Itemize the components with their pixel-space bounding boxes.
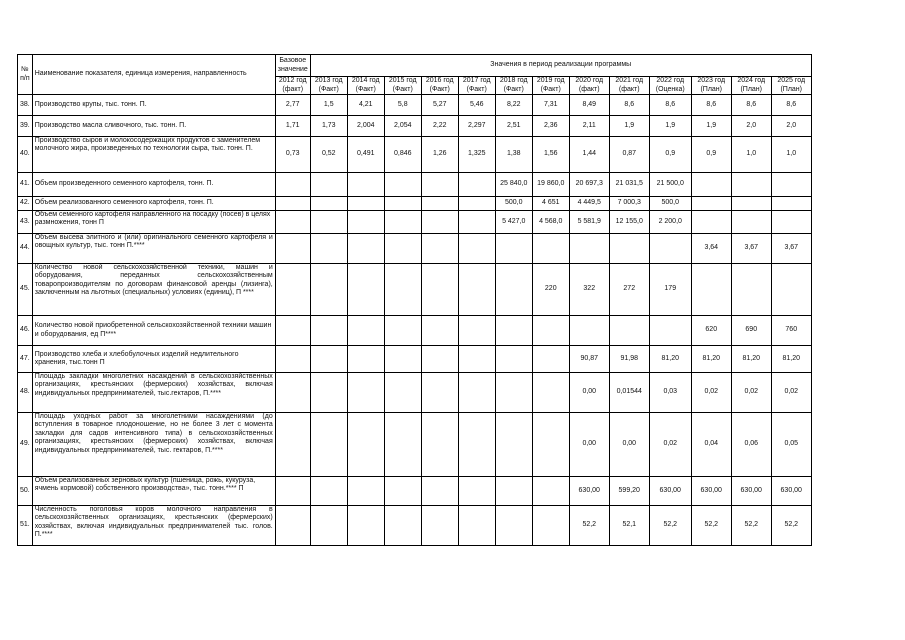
year-value-cell	[569, 234, 609, 264]
year-value-cell: 2,0	[771, 116, 811, 137]
year-value-cell	[384, 346, 421, 373]
year-value-cell	[347, 346, 384, 373]
year-value-cell: 630,00	[649, 477, 691, 506]
year-value-cell: 5 427,0	[495, 211, 532, 234]
year-value-cell: 620	[691, 316, 731, 346]
header-year: 2024 год (План)	[731, 77, 771, 95]
base-value-cell	[275, 264, 310, 316]
header-year: 2021 год (факт)	[609, 77, 649, 95]
base-value-cell	[275, 173, 310, 197]
year-value-cell: 7 000,3	[609, 197, 649, 211]
base-value-cell: 2,77	[275, 95, 310, 116]
year-value-cell	[771, 264, 811, 316]
header-year: 2019 год (Факт)	[532, 77, 569, 95]
year-value-cell	[458, 197, 495, 211]
year-value-cell: 599,20	[609, 477, 649, 506]
year-value-cell: 220	[532, 264, 569, 316]
year-value-cell: 1,38	[495, 137, 532, 173]
year-value-cell: 2,51	[495, 116, 532, 137]
year-value-cell: 20 697,3	[569, 173, 609, 197]
year-value-cell	[421, 346, 458, 373]
indicator-name: Производство масла сливочного, тыс. тонн. П.	[32, 116, 275, 137]
row-number: 47.	[18, 346, 33, 373]
year-value-cell: 272	[609, 264, 649, 316]
year-value-cell	[421, 413, 458, 477]
year-value-cell: 5,27	[421, 95, 458, 116]
year-value-cell	[495, 264, 532, 316]
year-value-cell: 0,04	[691, 413, 731, 477]
row-number: 46.	[18, 316, 33, 346]
year-value-cell	[495, 413, 532, 477]
row-number: 44.	[18, 234, 33, 264]
year-value-cell: 7,31	[532, 95, 569, 116]
year-value-cell	[310, 264, 347, 316]
year-value-cell: 0,02	[731, 373, 771, 413]
indicator-name: Производство крупы, тыс. тонн. П.	[32, 95, 275, 116]
year-value-cell	[495, 316, 532, 346]
header-base: Базовое значение	[275, 55, 310, 77]
year-value-cell	[384, 211, 421, 234]
year-value-cell: 2,054	[384, 116, 421, 137]
year-value-cell: 0,00	[569, 373, 609, 413]
year-value-cell	[532, 373, 569, 413]
year-value-cell	[421, 506, 458, 546]
year-value-cell: 52,1	[609, 506, 649, 546]
year-value-cell	[347, 173, 384, 197]
year-value-cell	[495, 477, 532, 506]
year-value-cell	[347, 506, 384, 546]
year-value-cell: 2,004	[347, 116, 384, 137]
year-value-cell	[609, 316, 649, 346]
year-value-cell	[532, 506, 569, 546]
year-value-cell: 12 155,0	[609, 211, 649, 234]
year-value-cell: 8,6	[771, 95, 811, 116]
year-value-cell: 0,846	[384, 137, 421, 173]
year-value-cell: 0,52	[310, 137, 347, 173]
year-value-cell	[347, 234, 384, 264]
indicator-name: Численность поголовья коров молочного направления в сельскохозяйственных организациях, крестьянских (фермерских) хозяйствах, включая индивидуальных предпринимателей тыс. голов. П.****	[32, 506, 275, 546]
base-value-cell	[275, 234, 310, 264]
year-value-cell: 8,49	[569, 95, 609, 116]
year-value-cell	[347, 211, 384, 234]
header-year: 2013 год (Факт)	[310, 77, 347, 95]
header-period: Значения в период реализации программы	[310, 55, 811, 77]
year-value-cell: 4,21	[347, 95, 384, 116]
table-row	[18, 95, 812, 116]
table-row	[18, 316, 812, 346]
table-row	[18, 477, 812, 506]
year-value-cell	[384, 197, 421, 211]
year-value-cell: 81,20	[691, 346, 731, 373]
year-value-cell	[458, 264, 495, 316]
year-value-cell	[458, 477, 495, 506]
table-row	[18, 373, 812, 413]
header-row-top	[18, 55, 812, 77]
base-value-cell	[275, 197, 310, 211]
year-value-cell: 81,20	[731, 346, 771, 373]
year-value-cell: 322	[569, 264, 609, 316]
year-value-cell	[310, 234, 347, 264]
year-value-cell: 1,44	[569, 137, 609, 173]
row-number: 38.	[18, 95, 33, 116]
indicator-name: Площадь закладки многолетних насаждений в сельскохозяйственных организациях, крестьянских (фермерских) хозяйствах, включая индивидуальных предпринимателей, тыс.гектаров, П.****	[32, 373, 275, 413]
year-value-cell	[495, 506, 532, 546]
year-value-cell: 2,22	[421, 116, 458, 137]
year-value-cell: 5,46	[458, 95, 495, 116]
year-value-cell: 3,67	[771, 234, 811, 264]
year-value-cell	[384, 173, 421, 197]
year-value-cell	[458, 373, 495, 413]
year-value-cell	[495, 373, 532, 413]
year-value-cell: 90,87	[569, 346, 609, 373]
year-value-cell	[347, 373, 384, 413]
year-value-cell: 4 568,0	[532, 211, 569, 234]
year-value-cell	[532, 413, 569, 477]
year-value-cell	[458, 234, 495, 264]
year-value-cell	[458, 506, 495, 546]
year-value-cell	[347, 413, 384, 477]
year-value-cell	[532, 316, 569, 346]
year-value-cell	[771, 173, 811, 197]
year-value-cell	[609, 234, 649, 264]
header-year: 2012 год (факт)	[275, 77, 310, 95]
year-value-cell: 52,2	[569, 506, 609, 546]
year-value-cell: 5 581,9	[569, 211, 609, 234]
year-value-cell	[731, 264, 771, 316]
indicator-name: Объем высева элитного и (или) оригинального семенного картофеля и овощных культур, тыс. тонн П.****	[32, 234, 275, 264]
indicator-name: Производство хлеба и хлебобулочных изделий недлительного хранения, тыс.тонн П	[32, 346, 275, 373]
year-value-cell: 21 500,0	[649, 173, 691, 197]
header-year: 2017 год (Факт)	[458, 77, 495, 95]
year-value-cell	[691, 173, 731, 197]
year-value-cell	[421, 316, 458, 346]
row-number: 51.	[18, 506, 33, 546]
indicators-table	[17, 54, 812, 546]
year-value-cell: 760	[771, 316, 811, 346]
base-value-cell: 1,71	[275, 116, 310, 137]
year-value-cell	[421, 477, 458, 506]
year-value-cell	[384, 413, 421, 477]
year-value-cell: 0,02	[649, 413, 691, 477]
table-row	[18, 116, 812, 137]
base-value-cell	[275, 413, 310, 477]
year-value-cell: 179	[649, 264, 691, 316]
row-number: 45.	[18, 264, 33, 316]
year-value-cell: 19 860,0	[532, 173, 569, 197]
year-value-cell: 0,491	[347, 137, 384, 173]
year-value-cell: 8,6	[609, 95, 649, 116]
year-value-cell: 81,20	[649, 346, 691, 373]
year-value-cell	[421, 197, 458, 211]
year-value-cell: 1,9	[649, 116, 691, 137]
year-value-cell: 2,297	[458, 116, 495, 137]
base-value-cell: 0,73	[275, 137, 310, 173]
year-value-cell	[458, 316, 495, 346]
year-value-cell: 21 031,5	[609, 173, 649, 197]
table-body	[18, 95, 812, 546]
year-value-cell	[771, 197, 811, 211]
year-value-cell	[731, 211, 771, 234]
year-value-cell	[310, 173, 347, 197]
year-value-cell: 3,64	[691, 234, 731, 264]
row-number: 48.	[18, 373, 33, 413]
year-value-cell: 0,06	[731, 413, 771, 477]
year-value-cell: 1,0	[771, 137, 811, 173]
year-value-cell	[495, 346, 532, 373]
year-value-cell	[310, 506, 347, 546]
year-value-cell	[347, 316, 384, 346]
header-name: Наименование показателя, единица измерения, направленность	[32, 55, 275, 95]
year-value-cell: 2,36	[532, 116, 569, 137]
year-value-cell	[495, 234, 532, 264]
table-row	[18, 234, 812, 264]
year-value-cell: 630,00	[569, 477, 609, 506]
year-value-cell: 0,9	[649, 137, 691, 173]
year-value-cell	[569, 316, 609, 346]
table-row	[18, 413, 812, 477]
row-number: 40.	[18, 137, 33, 173]
row-number: 49.	[18, 413, 33, 477]
year-value-cell: 690	[731, 316, 771, 346]
year-value-cell	[310, 316, 347, 346]
base-value-cell	[275, 316, 310, 346]
year-value-cell	[731, 197, 771, 211]
year-value-cell	[731, 173, 771, 197]
header-year: 2018 год (Факт)	[495, 77, 532, 95]
indicator-name: Производство сыров и молокосодержащих продуктов с заменителем молочного жира, произведенных по технологии сыра, тыс. тонн. П.	[32, 137, 275, 173]
year-value-cell: 52,2	[649, 506, 691, 546]
header-year: 2023 год (План)	[691, 77, 731, 95]
indicator-name: Объем семенного картофеля направленного на посадку (посев) в целях размножения, тонн П	[32, 211, 275, 234]
year-value-cell: 1,9	[609, 116, 649, 137]
year-value-cell	[384, 234, 421, 264]
year-value-cell: 81,20	[771, 346, 811, 373]
year-value-cell: 500,0	[649, 197, 691, 211]
year-value-cell	[384, 264, 421, 316]
year-value-cell: 91,98	[609, 346, 649, 373]
year-value-cell: 52,2	[731, 506, 771, 546]
year-value-cell: 3,67	[731, 234, 771, 264]
year-value-cell	[649, 234, 691, 264]
year-value-cell	[458, 173, 495, 197]
year-value-cell	[421, 264, 458, 316]
year-value-cell	[347, 264, 384, 316]
year-value-cell	[421, 173, 458, 197]
year-value-cell	[691, 197, 731, 211]
year-value-cell	[310, 346, 347, 373]
base-value-cell	[275, 477, 310, 506]
year-value-cell: 2,0	[731, 116, 771, 137]
year-value-cell: 1,325	[458, 137, 495, 173]
year-value-cell	[458, 346, 495, 373]
year-value-cell: 4 449,5	[569, 197, 609, 211]
row-number: 41.	[18, 173, 33, 197]
year-value-cell: 1,5	[310, 95, 347, 116]
year-value-cell	[532, 477, 569, 506]
year-value-cell	[421, 211, 458, 234]
table-row	[18, 506, 812, 546]
year-value-cell: 1,9	[691, 116, 731, 137]
year-value-cell	[347, 197, 384, 211]
year-value-cell	[421, 373, 458, 413]
year-value-cell	[310, 373, 347, 413]
indicator-name: Объем произведенного семенного картофеля, тонн. П.	[32, 173, 275, 197]
base-value-cell	[275, 211, 310, 234]
year-value-cell: 1,0	[731, 137, 771, 173]
header-year: 2015 год (Факт)	[384, 77, 421, 95]
year-value-cell: 0,02	[691, 373, 731, 413]
table-row	[18, 137, 812, 173]
year-value-cell	[458, 413, 495, 477]
year-value-cell: 0,03	[649, 373, 691, 413]
year-value-cell: 1,56	[532, 137, 569, 173]
year-value-cell: 630,00	[691, 477, 731, 506]
base-value-cell	[275, 373, 310, 413]
header-year: 2020 год (факт)	[569, 77, 609, 95]
year-value-cell: 500,0	[495, 197, 532, 211]
header-year: 2022 год (Оценка)	[649, 77, 691, 95]
row-number: 50.	[18, 477, 33, 506]
indicator-name: Количество новой сельскохозяйственной техники, машин и оборудования, переданных сельскохозяйственным товаропроизводителям по договорам финансовой аренды (лизинга), заключенным на льготных (специальных) условиях (единиц), П ****	[32, 264, 275, 316]
year-value-cell	[310, 477, 347, 506]
year-value-cell	[691, 264, 731, 316]
year-value-cell	[310, 211, 347, 234]
table-row	[18, 173, 812, 197]
year-value-cell	[421, 234, 458, 264]
year-value-cell: 0,01544	[609, 373, 649, 413]
year-value-cell	[771, 211, 811, 234]
year-value-cell	[310, 413, 347, 477]
year-value-cell	[691, 211, 731, 234]
year-value-cell: 8,6	[649, 95, 691, 116]
year-value-cell	[532, 234, 569, 264]
indicator-name: Количество новой приобретенной сельскохозяйственной техники машин и оборудования, ед П****	[32, 316, 275, 346]
year-value-cell	[649, 316, 691, 346]
year-value-cell: 0,02	[771, 373, 811, 413]
year-value-cell: 52,2	[771, 506, 811, 546]
year-value-cell: 52,2	[691, 506, 731, 546]
year-value-cell: 4 651	[532, 197, 569, 211]
table-row	[18, 346, 812, 373]
year-value-cell: 630,00	[731, 477, 771, 506]
table-row	[18, 264, 812, 316]
year-value-cell: 1,73	[310, 116, 347, 137]
table-row	[18, 211, 812, 234]
year-value-cell	[384, 477, 421, 506]
year-value-cell: 630,00	[771, 477, 811, 506]
year-value-cell	[384, 506, 421, 546]
year-value-cell	[310, 197, 347, 211]
row-number: 42.	[18, 197, 33, 211]
row-number: 43.	[18, 211, 33, 234]
header-num: № п/п	[18, 55, 33, 95]
year-value-cell: 0,00	[569, 413, 609, 477]
header-year: 2014 год (Факт)	[347, 77, 384, 95]
year-value-cell: 2,11	[569, 116, 609, 137]
year-value-cell: 0,9	[691, 137, 731, 173]
indicator-name: Объем реализованных зерновых культур (пшеница, рожь, кукуруза, ячмень кормовой) собственного производства», тыс. тонн.**** П	[32, 477, 275, 506]
year-value-cell: 25 840,0	[495, 173, 532, 197]
year-value-cell	[384, 316, 421, 346]
year-value-cell: 2 200,0	[649, 211, 691, 234]
indicator-name: Площадь уходных работ за многолетними насаждениями (до вступления в товарное плодоношение, но не более 3 лет с момента закладки для садов интенсивного типа) в сельскохозяйственных организациях, крестьянских (фермерских) хозяйствах, включая индивидуальных предпринимателей, тыс. гектаров, П.****	[32, 413, 275, 477]
year-value-cell	[347, 477, 384, 506]
year-value-cell: 0,87	[609, 137, 649, 173]
base-value-cell	[275, 346, 310, 373]
year-value-cell: 0,05	[771, 413, 811, 477]
header-year: 2025 год (План)	[771, 77, 811, 95]
table-row	[18, 197, 812, 211]
year-value-cell	[532, 346, 569, 373]
base-value-cell	[275, 506, 310, 546]
year-value-cell: 1,26	[421, 137, 458, 173]
year-value-cell: 8,22	[495, 95, 532, 116]
year-value-cell	[384, 373, 421, 413]
year-value-cell: 8,6	[691, 95, 731, 116]
row-number: 39.	[18, 116, 33, 137]
year-value-cell: 5,8	[384, 95, 421, 116]
indicator-name: Объем реализованного семенного картофеля, тонн. П.	[32, 197, 275, 211]
header-year: 2016 год (Факт)	[421, 77, 458, 95]
year-value-cell	[458, 211, 495, 234]
year-value-cell: 8,6	[731, 95, 771, 116]
year-value-cell: 0,00	[609, 413, 649, 477]
